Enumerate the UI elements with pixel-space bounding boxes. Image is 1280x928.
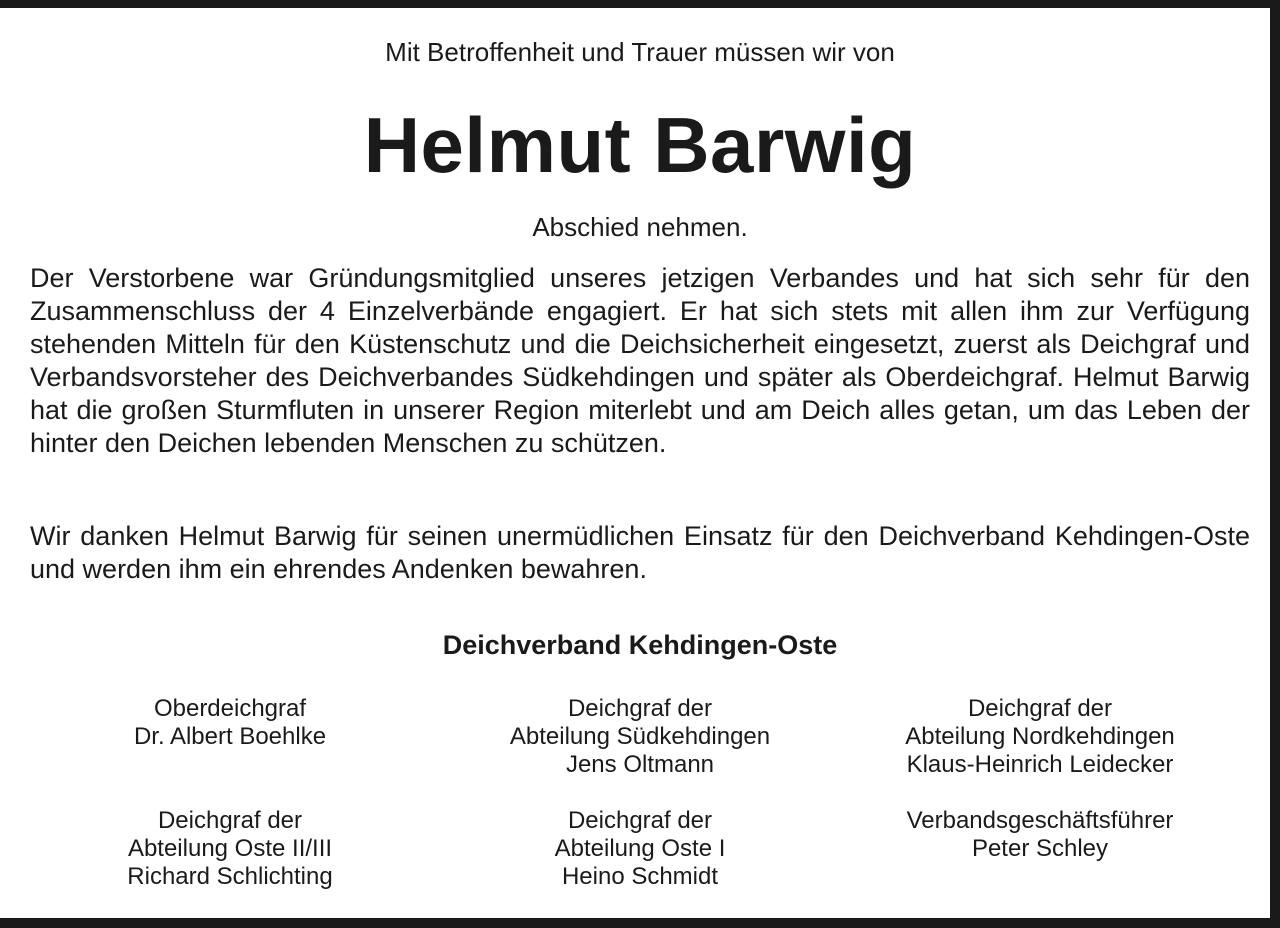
- intro-line: Mit Betroffenheit und Trauer müssen wir von: [385, 37, 895, 67]
- signatory-block: [40, 807, 420, 891]
- signatory-block: [450, 807, 830, 891]
- signatory-block: [40, 695, 420, 751]
- signatory-line: Abteilung Oste II/III: [127, 835, 333, 862]
- signatory-line: Heino Schmidt: [561, 863, 719, 890]
- signatory-line: Deichgraf der: [157, 807, 303, 834]
- signatory-line: Dr. Albert Boehlke: [133, 723, 327, 750]
- signatory-block: [850, 807, 1230, 863]
- signatory-line: Deichgraf der: [967, 695, 1113, 722]
- signatory-line: Abteilung Südkehdingen: [509, 723, 771, 750]
- signatory-line: Abteilung Nordkehdingen: [905, 723, 1175, 750]
- signatory-line: Oberdeichgraf: [153, 695, 307, 722]
- signatory-line: Richard Schlichting: [127, 863, 333, 890]
- signatory-line: Peter Schley: [971, 835, 1109, 862]
- signatory-block: [450, 695, 830, 779]
- signatory-line: Abteilung Oste I: [554, 835, 726, 862]
- signatory-block: [850, 695, 1230, 779]
- tribute-paragraph-2: Wir danken Helmut Barwig für seinen unermüdlichen Einsatz für den Deichverband Kehdingen-Oste und werden ihm ein ehrendes Andenken bewahren.: [30, 521, 1250, 584]
- signatory-line: Klaus-Heinrich Leidecker: [906, 751, 1174, 778]
- signatory-line: Deichgraf der: [567, 695, 713, 722]
- deceased-name: Helmut Barwig: [363, 101, 917, 189]
- signatory-line: Deichgraf der: [567, 807, 713, 834]
- organization-name: Deichverband Kehdingen-Oste: [442, 630, 838, 660]
- tribute-paragraph-1: Der Verstorbene war Gründungsmitglied unseres jetzigen Verbandes und hat sich sehr für den Zusammenschluss der 4 Einzelverbände engagiert. Er hat sich stets mit allen ihm zur Verfügung stehenden Mitteln für den Küstenschutz und die Deichsicherheit eingesetzt, zuerst als Deichgraf und Verbandsvorsteher des Deichverbandes Südkehdingen und später als Oberdeichgraf. Helmut Barwig hat die großen Sturmfluten in unserer Region miterlebt und am Deich alles getan, um das Leben der hinter den Deichen lebenden Menschen zu schützen.: [30, 263, 1250, 458]
- signatory-line: Jens Oltmann: [565, 751, 715, 778]
- signatory-line: Verbandsgeschäftsführer: [906, 807, 1174, 834]
- farewell-line: Abschied nehmen.: [532, 212, 748, 242]
